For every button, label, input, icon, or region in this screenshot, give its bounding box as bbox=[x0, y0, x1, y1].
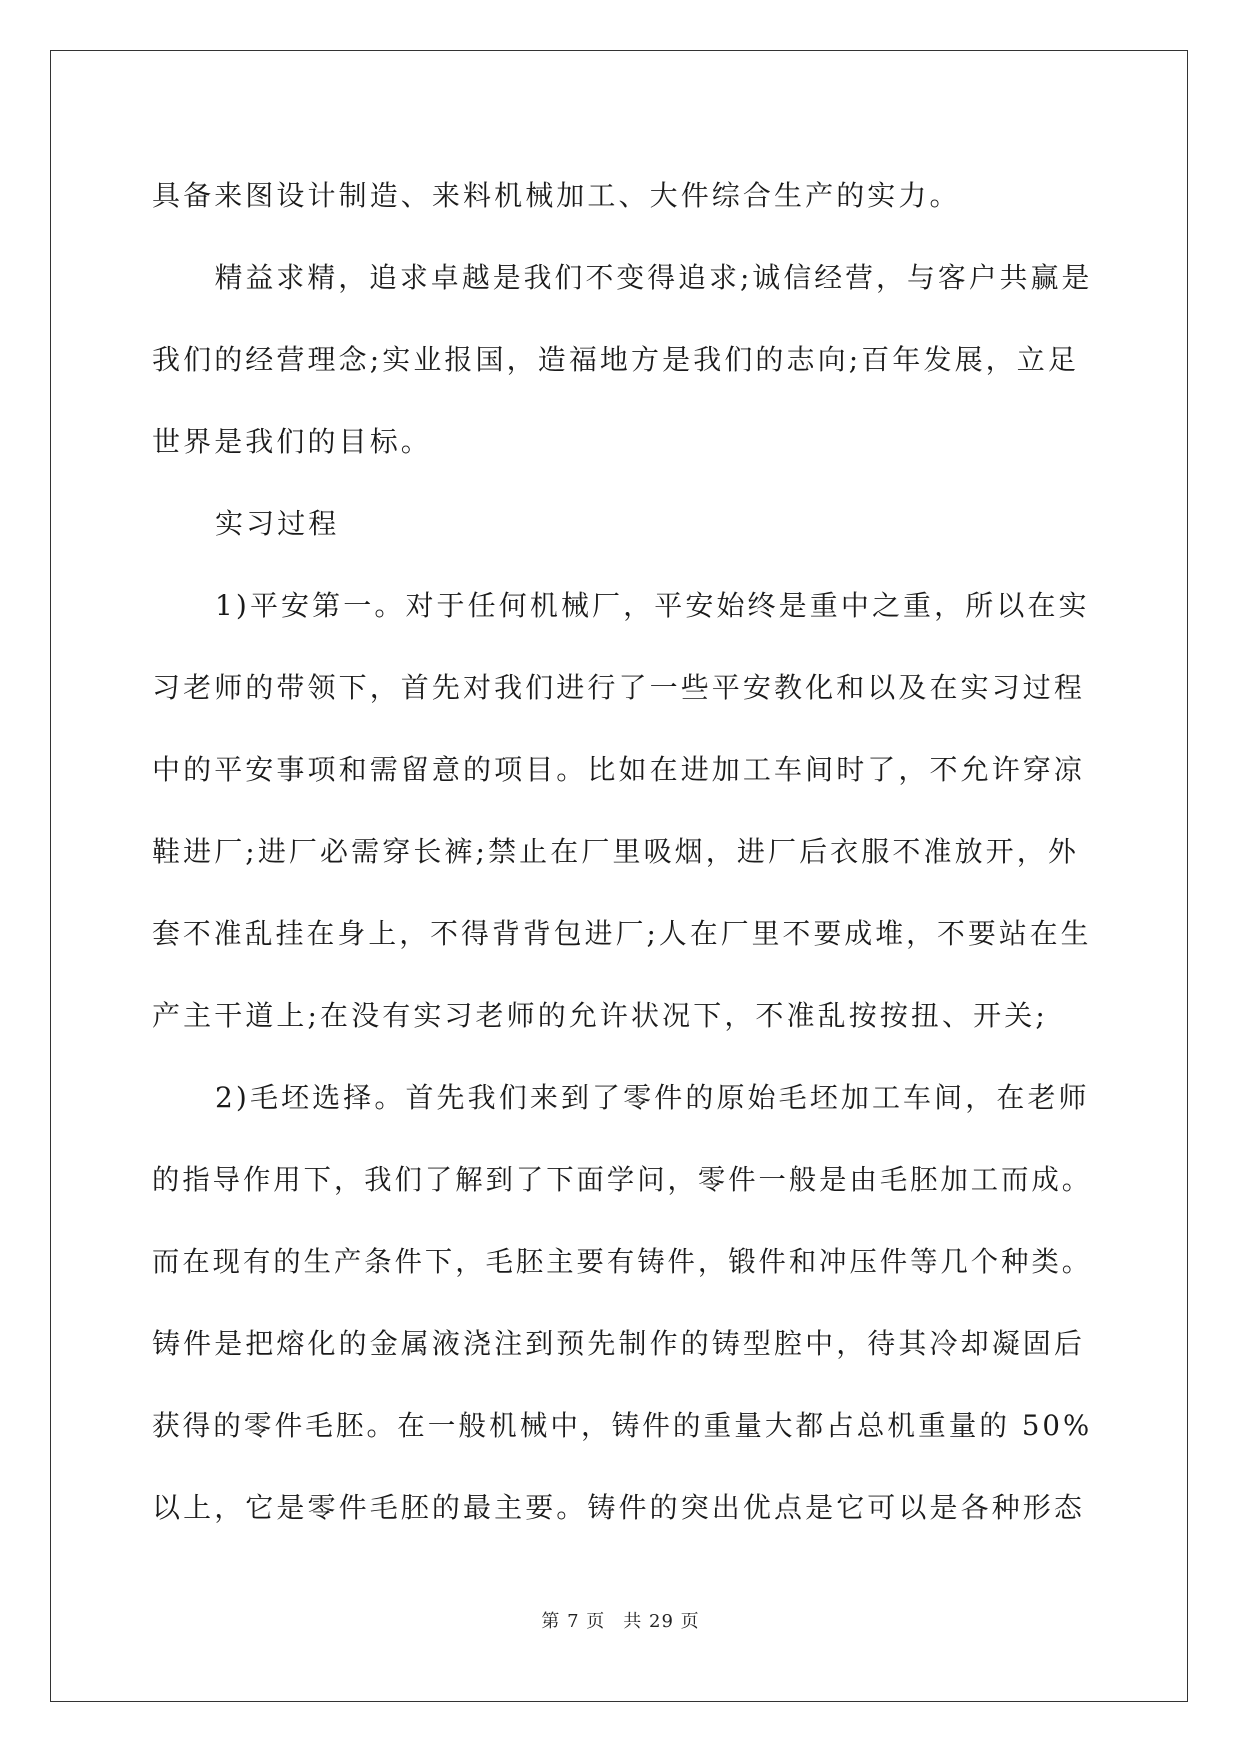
text-line: 套不准乱挂在身上，不得背背包进厂;人在厂里不要成堆，不要站在生 bbox=[152, 917, 1092, 950]
text-line: 以上，它是零件毛胚的最主要。铸件的突出优点是它可以是各种形态 bbox=[152, 1491, 1086, 1524]
text-line: 铸件是把熔化的金属液浇注到预先制作的铸型腔中，待其冷却凝固后 bbox=[152, 1327, 1086, 1360]
text-line: 习老师的带领下，首先对我们进行了一些平安教化和以及在实习过程 bbox=[152, 671, 1086, 704]
text-line: 精益求精，追求卓越是我们不变得追求;诚信经营，与客户共赢是 bbox=[214, 261, 1093, 294]
page-total: 共 29 页 bbox=[623, 1611, 700, 1632]
text-line: 1)平安第一。对于任何机械厂，平安始终是重中之重，所以在实 bbox=[215, 589, 1090, 622]
document-body bbox=[152, 155, 1092, 1549]
text-line: 获得的零件毛胚。在一般机械中，铸件的重量大都占总机重量的 50% bbox=[152, 1409, 1093, 1442]
page-number: 第 7 页 bbox=[541, 1611, 606, 1632]
page-footer bbox=[0, 1607, 1241, 1633]
text-line: 我们的经营理念;实业报国，造福地方是我们的志向;百年发展，立足 bbox=[152, 343, 1079, 376]
text-line: 实习过程 bbox=[215, 507, 340, 540]
text-line: 世界是我们的目标。 bbox=[152, 425, 432, 458]
text-line: 鞋进厂;进厂必需穿长裤;禁止在厂里吸烟，进厂后衣服不准放开，外 bbox=[152, 835, 1079, 868]
text-line: 具备来图设计制造、来料机械加工、大件综合生产的实力。 bbox=[152, 179, 961, 212]
text-line: 产主干道上;在没有实习老师的允许状况下，不准乱按按扭、开关; bbox=[152, 999, 1048, 1032]
text-line: 中的平安事项和需留意的项目。比如在进加工车间时了，不允许穿凉 bbox=[152, 753, 1086, 786]
text-line: 的指导作用下，我们了解到了下面学问，零件一般是由毛胚加工而成。 bbox=[152, 1163, 1093, 1196]
text-line: 2)毛坯选择。首先我们来到了零件的原始毛坯加工车间，在老师 bbox=[215, 1081, 1090, 1114]
text-line: 而在现有的生产条件下，毛胚主要有铸件，锻件和冲压件等几个种类。 bbox=[152, 1245, 1093, 1278]
